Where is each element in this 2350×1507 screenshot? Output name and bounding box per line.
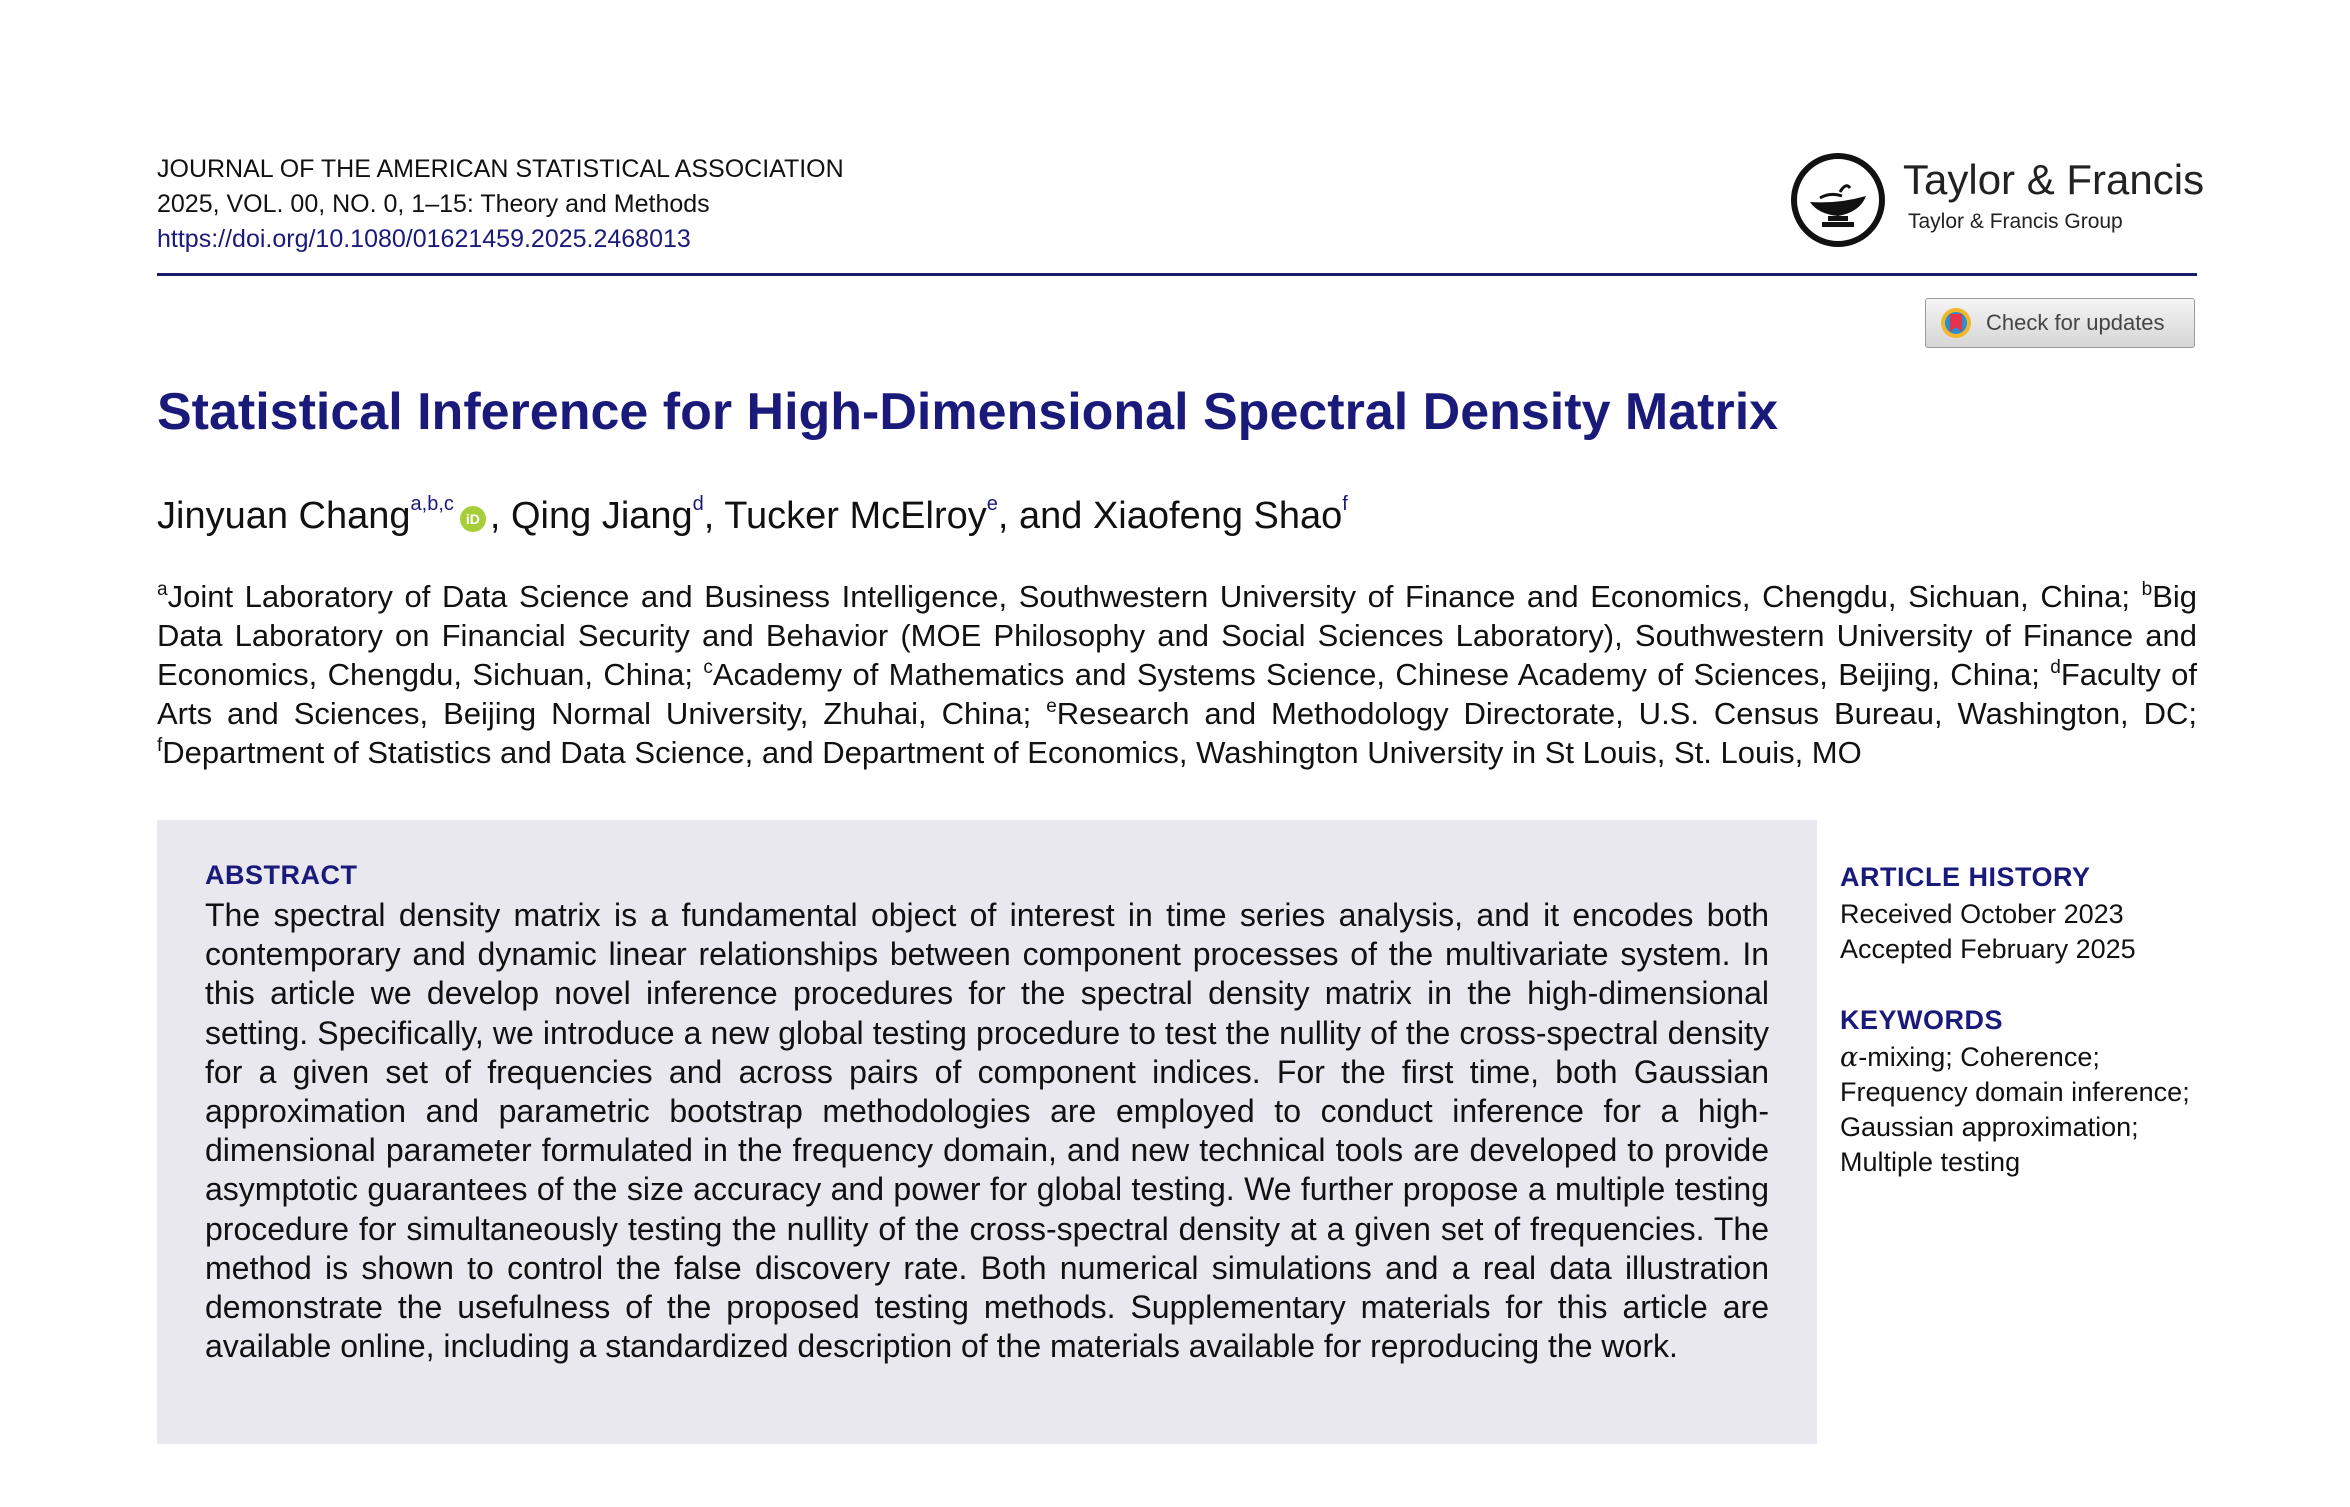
article-history-heading: ARTICLE HISTORY [1840, 862, 2091, 892]
affiliation-marker: d [2050, 657, 2061, 678]
author-separator: , and [997, 495, 1093, 537]
orcid-icon[interactable]: iD [460, 506, 486, 532]
keyword-line [1840, 1040, 2200, 1075]
article-title: Statistical Inference for High-Dimensional Spectral Density Matrix [157, 383, 1779, 441]
journal-name: JOURNAL OF THE AMERICAN STATISTICAL ASSOCIATION [157, 155, 844, 183]
affiliation-text: Department of Statistics and Data Science, and Department of Economics, Washington University in St Louis, St. Louis, MO [162, 735, 1862, 770]
publisher-name: Taylor & Francis [1903, 156, 2205, 203]
affiliation-text: Big Data Laboratory on Financial Security and Behavior (MOE Philosophy and Social Sciences Laboratory), Southwestern University of Finance and Economics, Chengdu, Sichuan, China; [157, 579, 2197, 692]
doi-link[interactable]: https://doi.org/10.1080/01621459.2025.2468013 [157, 225, 691, 253]
affiliation-marker: f [157, 735, 163, 756]
affiliation-text: Faculty of Arts and Sciences, Beijing Normal University, Zhuhai, China; [157, 657, 2197, 731]
author-separator: , [489, 495, 511, 537]
affiliation-marker: a [157, 579, 168, 600]
author-name: Qing Jiang [511, 495, 693, 537]
author-name: Tucker McElroy [724, 495, 987, 537]
check-updates-icon [1940, 307, 1972, 339]
affiliation-text: Academy of Mathematics and Systems Science, Chinese Academy of Sciences, Beijing, China; [712, 657, 2051, 692]
author-affiliation-marker: e [986, 493, 998, 515]
author-affiliation-marker: f [1342, 493, 1348, 515]
keyword-line: Gaussian approximation; [1840, 1112, 2139, 1142]
author-separator: , [703, 495, 725, 537]
affiliations [157, 577, 2197, 772]
affiliation-text: Joint Laboratory of Data Science and Business Intelligence, Southwestern University of Finance and Economics, Chengdu, Sichuan, China; [167, 579, 2142, 614]
article-info-sidebar [1840, 862, 2200, 1180]
journal-volume: 2025, VOL. 00, NO. 0, 1–15: Theory and Methods [157, 190, 710, 218]
check-updates-label: Check for updates [1986, 310, 2165, 335]
abstract-heading: ABSTRACT [205, 860, 358, 890]
received-date: Received October 2023 [1840, 899, 2124, 929]
author-affiliation-marker: d [692, 493, 704, 515]
affiliation-marker: c [703, 657, 713, 678]
keyword-text: -mixing; Coherence; [1858, 1042, 2100, 1072]
author-name: Xiaofeng Shao [1092, 495, 1343, 537]
publisher-logo [1790, 150, 2210, 250]
affiliation-marker: e [1046, 696, 1057, 717]
author-affiliation-marker: a,b,c [410, 493, 454, 515]
keyword-line: Multiple testing [1840, 1147, 2021, 1177]
keywords-block [1840, 1005, 2200, 1180]
accepted-date: Accepted February 2025 [1840, 934, 2136, 964]
check-for-updates-button[interactable] [1925, 298, 2195, 348]
keyword-line: Frequency domain inference; [1840, 1077, 2190, 1107]
abstract-box [157, 820, 1817, 1444]
abstract-text: The spectral density matrix is a fundamental object of interest in time series analysis, and it encodes both contemporary and dynamic linear relationships between component processes of the multivariate system. In this article we develop novel inference procedures for the spectral density matrix in the high-dimensional setting. Specifically, we introduce a new global testing procedure to test the nullity of the cross-spectral density for a given set of frequencies and across pairs of component indices. For the first time, both Gaussian approximation and parametric bootstrap methodologies are employed to conduct inference for a high-dimensional parameter formulated in the frequency domain, and new technical tools are developed to provide asymptotic guarantees of the size accuracy and power for global testing. We further propose a multiple testing procedure for simultaneously testing the nullity of the cross-spectral density at a given set of frequencies. The method is shown to control the false discovery rate. Both numerical simulations and a real data illustration demonstrate the usefulness of the proposed testing methods. Supplementary materials for this article are available online, including a standardized description of the materials available for reproducing the work. [205, 897, 1769, 1365]
affiliation-text: Research and Methodology Directorate, U.S. Census Bureau, Washington, DC; [1056, 696, 2198, 731]
header-rule [157, 273, 2197, 276]
journal-header [157, 152, 844, 257]
keywords-heading: KEYWORDS [1840, 1005, 2004, 1035]
author-name: Jinyuan Chang [157, 495, 411, 537]
author-list [157, 495, 1348, 538]
oil-lamp-emblem-icon [1790, 152, 1886, 248]
alpha-symbol: α [1840, 1042, 1859, 1073]
publisher-group: Taylor & Francis Group [1908, 210, 2123, 233]
affiliation-marker: b [2141, 579, 2153, 600]
